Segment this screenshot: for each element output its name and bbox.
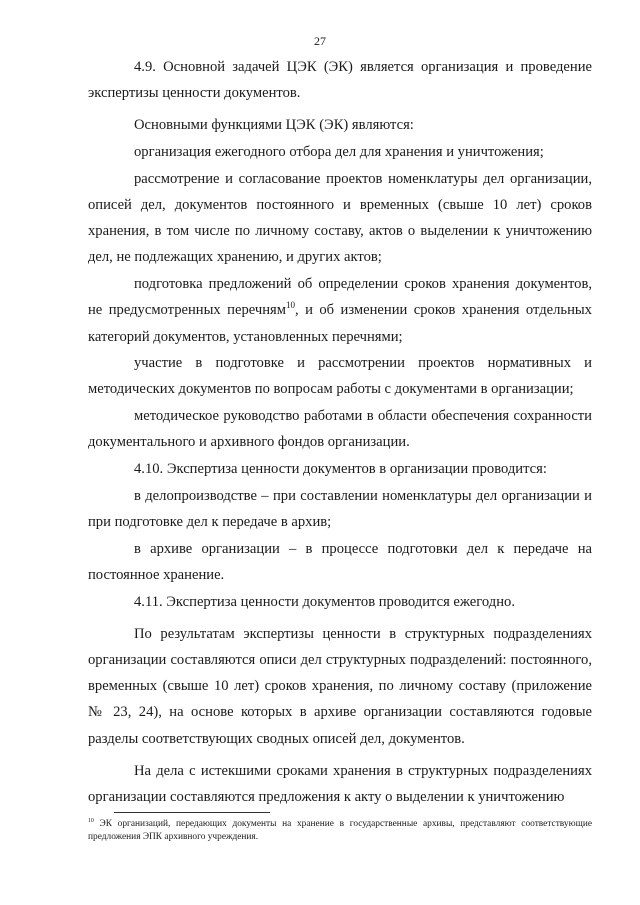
paragraph-4-9: 4.9. Основной задачей ЦЭК (ЭК) является организация и проведение экспертизы ценности документов. <box>88 59 592 102</box>
paragraph-function-3-text-b: , и об изменении сроков хранения отдельных категорий документов, установленных перечнями; <box>88 302 592 345</box>
paragraph-expired: На дела с истекшими сроками хранения в структурных подразделениях организации составляются предложения к акту о выделении к уничтожению <box>88 762 592 805</box>
paragraph-function-5: методическое руководство работами в области обеспечения сохранности документального и архивного фондов организации. <box>88 408 592 451</box>
paragraph-function-3 <box>88 271 592 350</box>
footnote <box>88 818 592 844</box>
footnote-separator <box>114 812 270 813</box>
paragraph-4-11: 4.11. Экспертиза ценности документов проводится ежегодно. <box>134 593 515 610</box>
page-number: 27 <box>314 34 326 48</box>
main-text <box>88 54 592 811</box>
paragraph-4-10: 4.10. Экспертиза ценности документов в организации проводится: <box>134 461 547 478</box>
paragraph-4-10-item-1: в делопроизводстве – при составлении номенклатуры дел организации и при подготовке дел к передаче в архив; <box>88 487 592 530</box>
paragraph-results: По результатам экспертизы ценности в структурных подразделениях организации составляются описи дел структурных подразделений: постоянного, временных (свыше 10 лет) сроков хранения, по личному составу (приложение № 23, 24), на основе которых в архиве организации составляются годовые разделы соответствующих сводных описей дел, документов. <box>88 625 592 747</box>
paragraph-4-10-item-2: в архиве организации – в процессе подготовки дел к передаче на постоянное хранение. <box>88 540 592 583</box>
paragraph-function-1: организация ежегодного отбора дел для хранения и уничтожения; <box>134 144 544 161</box>
paragraph-function-3-text-a: подготовка предложений об определении сроков хранения документов, не предусмотренных перечням <box>88 276 592 319</box>
paragraph-function-2: рассмотрение и согласование проектов номенклатуры дел организации, описей дел, документов постоянного и временных (свыше 10 лет) сроков хранения, в том числе по личному составу, актов о выделении к уничтожению дел, не подлежащих хранению, и других актов; <box>88 170 592 266</box>
footnote-text: ЭК организаций, передающих документы на хранение в государственные архивы, представляют соответствующие предложения ЭПК архивного учреждения. <box>88 819 593 842</box>
footnote-reference: 10 <box>285 300 295 311</box>
footnote-mark: 10 <box>88 817 94 824</box>
paragraph-functions-intro: Основными функциями ЦЭК (ЭК) являются: <box>134 117 414 134</box>
paragraph-function-4: участие в подготовке и рассмотрении проектов нормативных и методических документов по вопросам работы с документами в организации; <box>88 355 592 398</box>
